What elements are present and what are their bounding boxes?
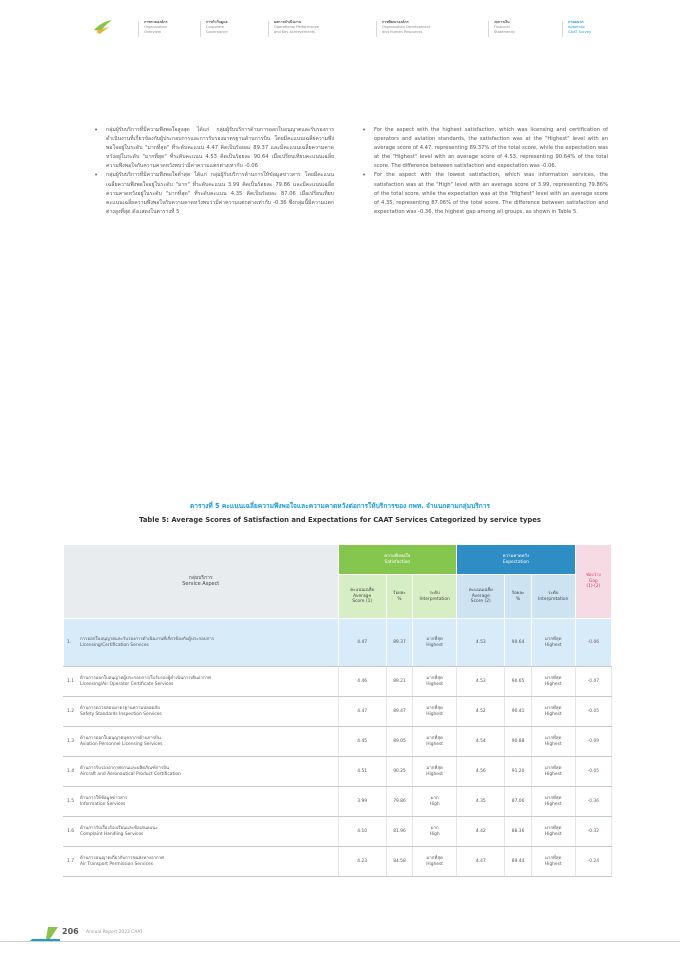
header-exp-level: ระดับ Interpretation — [531, 575, 575, 619]
table-row: 1.6 ด้านการรับเรื่องร้องเรียนและข้อเสนอแนะ Complaint Handling Services 4.10 81.96 มาก High 4.42 88.36 มากที่สุด Highest -0.32 — [64, 817, 612, 847]
header-sat-level: ระดับ Interpretation — [413, 575, 457, 619]
header-service-aspect: กลุ่มบริการ Service Aspect — [64, 545, 339, 619]
table-row: 1.4 ด้านการรับรองอากาศยานและผลิตภัณฑ์การบิน Aircraft and Aeronautical Product Certification 4.51 90.25 มากที่สุด Highest 4.56 91.20 มากที่สุด Highest -0.05 — [64, 757, 612, 787]
header-satisfaction: ความพึงพอใจ Satisfaction — [338, 545, 457, 575]
table-row: 1.7 ด้านการอนุญาตเกี่ยวกับการขนส่งทางอากาศ Air Transport Permission Services 4.23 84.58 มากที่สุด Highest 4.47 89.44 มากที่สุด Highest -0.24 — [64, 847, 612, 877]
footer-divider — [0, 941, 680, 942]
table-row: 1.5 ด้านการให้ข้อมูลข่าวสาร Information Services 3.99 79.86 มาก High 4.35 87.06 มากที่สุด Highest -0.36 — [64, 787, 612, 817]
nav-item-development[interactable]: การพัฒนาองค์กร Organization Development and Human Resources — [382, 20, 431, 35]
bullet-lowest-satisfaction-en: • For the aspect with the lowest satisfaction, which was information services, the satisfaction was at the "High" level with an average score of 3.99, representing 79.86% of the total score, while the expectation was at the "Highest" level with an average score of 4.35, representing 87.06% of the total score. The difference between satisfaction and expectation was -0.36, the highest gap among all groups, as shown in Table 5. — [360, 171, 608, 216]
footer-title: Annual Report 2023 CAAT — [86, 930, 143, 935]
header-expectation: ความคาดหวัง Expectation — [457, 545, 576, 575]
thai-text-column — [92, 126, 334, 217]
nav-item-overview[interactable]: ภาพรวมองค์กร Organization Overview — [144, 20, 168, 35]
page-corner-mark-icon — [30, 925, 60, 941]
table-row: 1.1 ด้านการออกใบอนุญาตผู้ประกอบการ/ใบรับรองผู้ดำเนินการเดินอากาศ Licensing/Air Operator Certificate Services 4.46 89.21 มากที่สุด Highest 4.53 90.65 มากที่สุด Highest -0.07 — [64, 667, 612, 697]
nav-item-appendix[interactable]: ภาคผนวก Appendix CAAT Survey — [568, 20, 592, 35]
table-row: 1.3 ด้านการออกใบอนุญาตบุคลากรด้านการบิน Aviation Personnel Licensing Services 4.45 89.05 มากที่สุด Highest 4.54 90.88 มากที่สุด Highest -0.09 — [64, 727, 612, 757]
table-caption-english: Table 5: Average Scores of Satisfaction and Expectations for CAAT Services Categorized by service types — [139, 516, 541, 524]
bullet-highest-satisfaction-en: • For the aspect with the highest satisfaction, which was licensing and certification of operators and aviation standards, the satisfaction was at the "Highest" level with an average score of 4.47, representing 89.37% of the total score, while the expectation was at the "Highest" level with an average score of 4.53, representing 90.64% of the total score. The difference between satisfaction and expectation was -0.06. — [360, 126, 608, 171]
header-sat-average: คะแนนเฉลี่ย Average Score (1) — [338, 575, 386, 619]
nav-item-governance[interactable]: การกำกับดูแล Corporate Governance — [206, 20, 228, 35]
header-gap: ช่องว่าง Gap (1)-(2) — [575, 545, 611, 619]
english-text-column — [360, 126, 608, 217]
page-number: 206 — [62, 927, 79, 936]
table-row: 1. การออกใบอนุญาตและรับรองการดำเนินงานที่เกี่ยวข้องกับผู้ประกอบการ Licensing/Certification Services 4.47 89.37 มากที่สุด Highest 4.53 90.64 มากที่สุด Highest -0.06 — [64, 619, 612, 667]
header-sat-percent: ร้อยละ % — [386, 575, 412, 619]
bullet-highest-satisfaction-th: • กลุ่มผู้รับบริการที่มีความพึงพอใจสูงสุด ได้แก่ กลุ่มผู้รับบริการด้านการออกใบอนุญาตและรับรองการดำเนินงานที่เกี่ยวข้องกับผู้ประกอบการและการรับรองมาตรฐานด้านการบิน โดยมีคะแนนเฉลี่ยความพึงพอใจอยู่ในระดับ "มากที่สุด" ที่ระดับคะแนน 4.47 คิดเป็นร้อยละ 89.37 และมีคะแนนเฉลี่ยความคาดหวังอยู่ในระดับ "มากที่สุด" ที่ระดับคะแนน 4.53 คิดเป็นร้อยละ 90.64 เมื่อเปรียบเทียบคะแนนเฉลี่ยความพึงพอใจกับความคาดหวังพบว่ามีค่าความแตกต่างเท่ากับ -0.06 — [92, 126, 334, 171]
nav-item-financial[interactable]: งบการเงิน Financial Statements — [494, 20, 515, 35]
table-row: 1.2 ด้านการตรวจสอบมาตรฐานความปลอดภัย Safety Standards Inspection Services 4.47 89.47 มากที่สุด Highest 4.52 90.41 มากที่สุด Highest -0.05 — [64, 697, 612, 727]
page-header — [0, 14, 680, 48]
nav-item-performance[interactable]: ผลการดำเนินงาน Operational Performance and Key Achievements — [274, 20, 320, 35]
satisfaction-expectation-table — [63, 544, 612, 877]
header-exp-average: คะแนนเฉลี่ย Average Score (2) — [457, 575, 505, 619]
caat-logo-icon — [92, 16, 114, 38]
table-caption-thai: ตารางที่ 5 คะแนนเฉลี่ยความพึงพอใจและความคาดหวังต่อการให้บริการของ กพท. จำแนกตามกลุ่มบริการ — [189, 502, 491, 510]
header-exp-percent: ร้อยละ % — [505, 575, 531, 619]
bullet-lowest-satisfaction-th: • กลุ่มผู้รับบริการที่มีความพึงพอใจต่ำสุด ได้แก่ กลุ่มผู้รับบริการด้านการให้ข้อมูลข่าวสาร โดยมีคะแนนเฉลี่ยความพึงพอใจอยู่ในระดับ "มาก" ที่ระดับคะแนน 3.99 คิดเป็นร้อยละ 79.86 และมีคะแนนเฉลี่ยความคาดหวังอยู่ในระดับ "มากที่สุด" ที่ระดับคะแนน 4.35 คิดเป็นร้อยละ 87.06 เมื่อเปรียบเทียบคะแนนเฉลี่ยความพึงพอใจกับความคาดหวังพบว่ามีค่าความแตกต่างเท่ากับ -0.36 ซึ่งกลุ่มนี้มีความแตกต่างสูงที่สุด ดังแสดงในตารางที่ 5 — [92, 171, 334, 216]
